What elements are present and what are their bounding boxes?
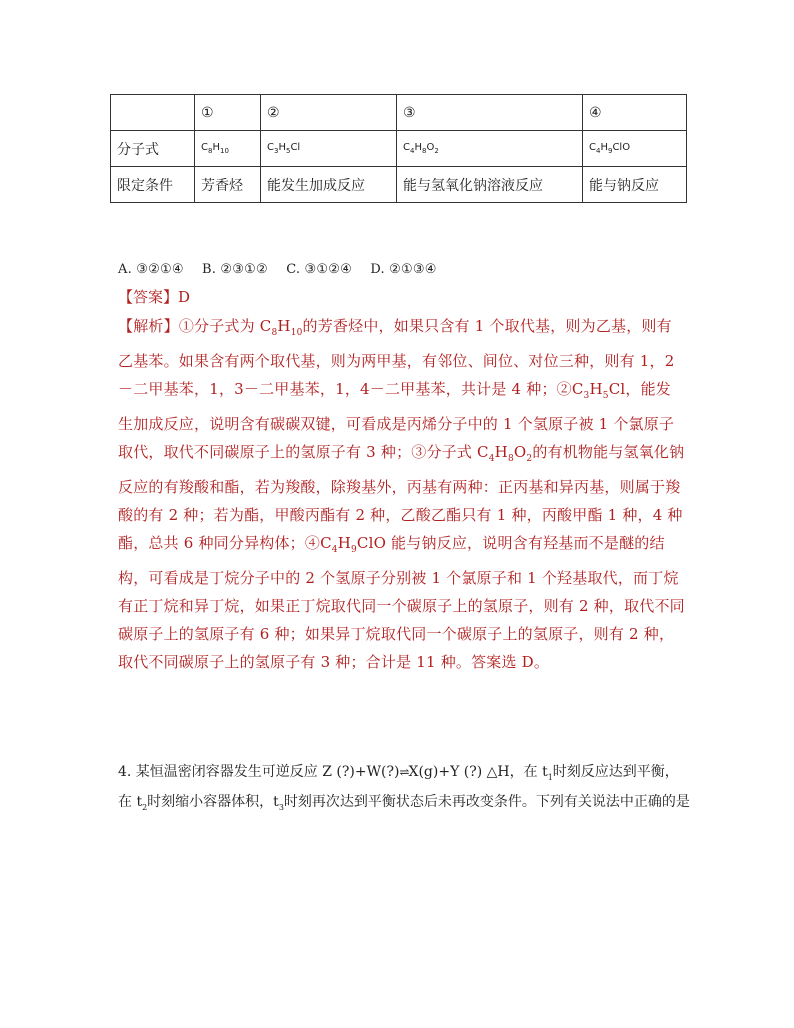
table-header-cell: ③ <box>397 95 583 131</box>
answer-value: D <box>178 288 191 306</box>
formula-cell: $C_4H_8O_2$ <box>397 131 583 167</box>
option-d: D. ②①③④ <box>370 262 437 277</box>
subscript: 2 <box>526 454 533 464</box>
analysis-text: 的有机物能与氢氧化钠反应的有羧酸和酯，若为羧酸，除羧基外，丙基有两种：正丙基和异丙基，则属于羧酸的有 2 种；若为酯，甲酸丙酯有 2 种，乙酸乙酯只有 1 种，丙酸甲酯 1 种，4 种酯，总共 6 种同分异构体；④C <box>118 443 685 552</box>
table-header-cell: ① <box>195 95 261 131</box>
subscript: 3 <box>583 391 590 401</box>
subscript: 10 <box>290 328 303 338</box>
subscript: 4 <box>488 454 495 464</box>
table-header-cell: ② <box>261 95 397 131</box>
condition-cell: 芳香烃 <box>195 167 261 203</box>
formula-cell: $C_4H_9ClO$ <box>583 131 687 167</box>
analysis-text: ClO 能与钠反应，说明含有羟基而不是醚的结构，可看成是丁烷分子中的 2 个氢原子分别被 1 个氯原子和 1 个羟基取代，而丁烷有正丁烷和异丁烷，如果正丁烷取代同一个碳原子上的氢原子，则有 2 种，取代不同碳原子上的氢原子有 6 种；如果异丁烷取代同一个碳原子上的氢原子，则有 2 种，取代不同碳原子上的氢原子有 3 种；合计是 11 种。答案选 D。 <box>118 534 685 671</box>
subscript: 1 <box>547 772 553 782</box>
analysis-text: ①分子式为 C <box>178 317 272 335</box>
analysis-label: 【解析】 <box>118 317 179 335</box>
option-a: A. ③②①④ <box>118 262 184 277</box>
table-row-formula <box>111 131 687 167</box>
option-b: B. ②③①② <box>202 262 268 277</box>
subscript: 2 <box>142 802 148 812</box>
row-label: 分子式 <box>111 131 195 167</box>
answer-line <box>118 286 190 307</box>
table-header-cell: ④ <box>583 95 687 131</box>
condition-cell: 能发生加成反应 <box>261 167 397 203</box>
analysis-text: H <box>277 317 291 335</box>
analysis-text: H <box>494 443 508 461</box>
subscript: 3 <box>278 802 284 812</box>
subscript: 9 <box>350 545 357 555</box>
question-text: X(g)+Y (?) △H，在 t <box>408 764 548 780</box>
answer-label: 【答案】 <box>118 288 179 306</box>
subscript: 5 <box>602 391 609 401</box>
formula-cell: $C_3H_5Cl$ <box>261 131 397 167</box>
analysis-paragraph <box>118 312 686 676</box>
row-label: 限定条件 <box>111 167 195 203</box>
table-header-row <box>111 95 687 131</box>
analysis-text: H <box>337 534 351 552</box>
isomer-table <box>110 94 687 203</box>
option-c: C. ③①②④ <box>286 262 352 277</box>
analysis-text: Cl，能发生加成反应，说明含有碳碳双键，可看成是丙烯分子中的 1 个氢原子被 1 个氯原子取代，取代不同碳原子上的氢原子有 3 种；③分子式 C <box>118 380 675 461</box>
question-text: 时刻再次达到平衡状态后未再改变条件。下列有关说法中正确的是 <box>283 793 690 810</box>
condition-cell: 能与钠反应 <box>583 167 687 203</box>
question-text: 4. 某恒温密闭容器发生可逆反应 Z (?)+W(?) <box>118 764 400 780</box>
subscript: 8 <box>507 454 514 464</box>
answer-options <box>118 262 451 277</box>
table-header-cell <box>111 95 195 131</box>
question-4 <box>118 760 690 820</box>
subscript: 8 <box>271 328 278 338</box>
question-text: 时刻反应达到平衡，在 t <box>118 764 679 810</box>
formula-cell: $C_8H_{10}$ <box>195 131 261 167</box>
question-text: 时刻缩小容器体积，t <box>147 793 279 810</box>
table-row-condition <box>111 167 687 203</box>
subscript: 4 <box>331 545 338 555</box>
analysis-text: 的芳香烃中，如果只含有 1 个取代基，则为乙基，则有乙基苯。如果含有两个取代基，则为两甲基，有邻位、间位、对位三种，则有 1，2－二甲基苯，1，3－二甲基苯，1，4－二甲基苯，共计是 4 种；②C <box>118 317 675 398</box>
analysis-text: H <box>589 380 603 398</box>
equilibrium-arrow-icon: ⇌ <box>399 765 409 779</box>
analysis-text: O <box>513 443 527 461</box>
condition-cell: 能与氢氧化钠溶液反应 <box>397 167 583 203</box>
